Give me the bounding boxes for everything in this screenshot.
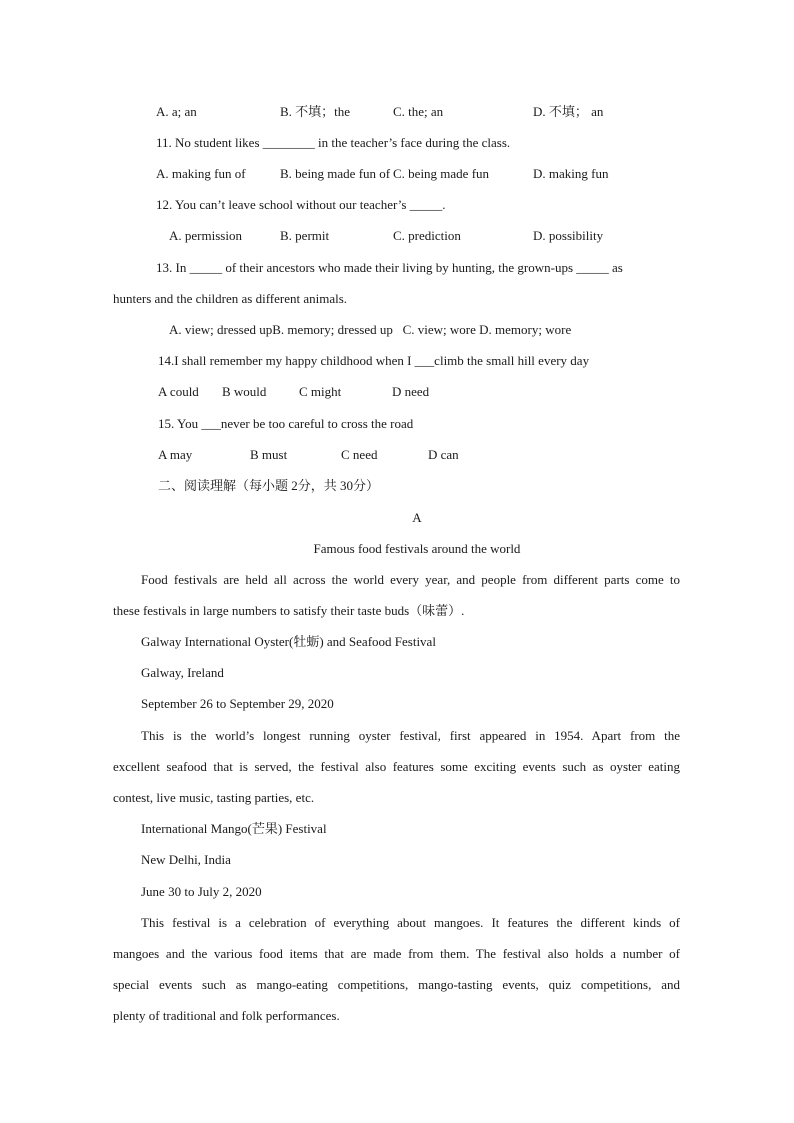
q15-option-c: C need	[341, 447, 378, 462]
festival2-desc-line2: mangoes and the various food items that are made from them. The festival also holds a number of	[113, 946, 680, 961]
q14-option-d: D need	[392, 384, 430, 399]
q12-stem: 12. You can’t leave school without our teacher’s _____.	[156, 197, 446, 212]
q13-option-d: D. memory; wore	[479, 322, 572, 337]
festival1-name: Galway International Oyster(牡蛎) and Seafood Festival	[141, 634, 436, 649]
festival2-desc-line3: special events such as mango-eating competitions, mango-tasting events, quiz competitions, and	[113, 977, 680, 992]
q13-options	[169, 321, 571, 339]
passage-title: Famous food festivals around the world	[313, 541, 521, 556]
festival2-desc-line4: plenty of traditional and folk performances.	[113, 1008, 340, 1023]
q13-option-a: A. view; dressed up	[169, 322, 273, 337]
q13-option-c: C. view; wore	[402, 322, 476, 337]
q14-option-c: C might	[299, 384, 342, 399]
intro-line1: Food festivals are held all across the world every year, and people from different parts come to	[141, 572, 680, 587]
festival2-date: June 30 to July 2, 2020	[141, 884, 262, 899]
festival2-desc-line1: This festival is a celebration of everything about mangoes. It features the different kinds of	[141, 915, 680, 930]
q12-option-d: D. possibility	[533, 228, 604, 243]
festival1-location: Galway, Ireland	[141, 665, 224, 680]
q12-option-a: A. permission	[169, 228, 242, 243]
festival2-location: New Delhi, India	[141, 852, 231, 867]
q15-option-b: B must	[250, 447, 288, 462]
q13-stem-line1: 13. In _____ of their ancestors who made their living by hunting, the grown-ups _____ as	[156, 260, 623, 275]
q15-option-a: A may	[158, 447, 193, 462]
q10-option-c: C. the; an	[393, 104, 444, 119]
q10-option-a: A. a; an	[156, 104, 197, 119]
q13-stem-line2: hunters and the children as different animals.	[113, 291, 348, 306]
festival1-desc-line1: This is the world’s longest running oyster festival, first appeared in 1954. Apart from the	[141, 728, 680, 743]
q11-option-a: A. making fun of	[156, 166, 246, 181]
q11-option-d: D. making fun	[533, 166, 609, 181]
q12-option-b: B. permit	[280, 228, 330, 243]
festival1-date: September 26 to September 29, 2020	[141, 696, 334, 711]
festival2-name: International Mango(芒果) Festival	[141, 821, 327, 836]
festival1-desc-line3: contest, live music, tasting parties, etc.	[113, 790, 315, 805]
q11-stem: 11. No student likes ________ in the teacher’s face during the class.	[156, 135, 511, 150]
q14-option-b: B would	[222, 384, 267, 399]
intro-line2: these festivals in large numbers to satisfy their taste buds（味蕾）.	[113, 603, 465, 618]
section-heading: 二、阅读理解（每小题 2分，共 30分）	[158, 478, 380, 493]
q11-option-c: C. being made fun	[393, 166, 490, 181]
q10-option-d: D. 不填； an	[533, 104, 604, 119]
q10-option-b: B. 不填；the	[280, 104, 351, 119]
q12-option-c: C. prediction	[393, 228, 461, 243]
q11-option-b: B. being made fun of	[280, 166, 391, 181]
passage-label: A	[412, 510, 422, 525]
festival1-desc-line2: excellent seafood that is served, the festival also features some exciting events such as oyster eating	[113, 759, 680, 774]
q15-stem: 15. You ___never be too careful to cross the road	[158, 416, 414, 431]
q13-option-b: B. memory; dressed up	[272, 322, 393, 337]
q15-option-d: D can	[428, 447, 459, 462]
q14-stem: 14.I shall remember my happy childhood when I ___climb the small hill every day	[158, 353, 590, 368]
q14-option-a: A could	[158, 384, 199, 399]
